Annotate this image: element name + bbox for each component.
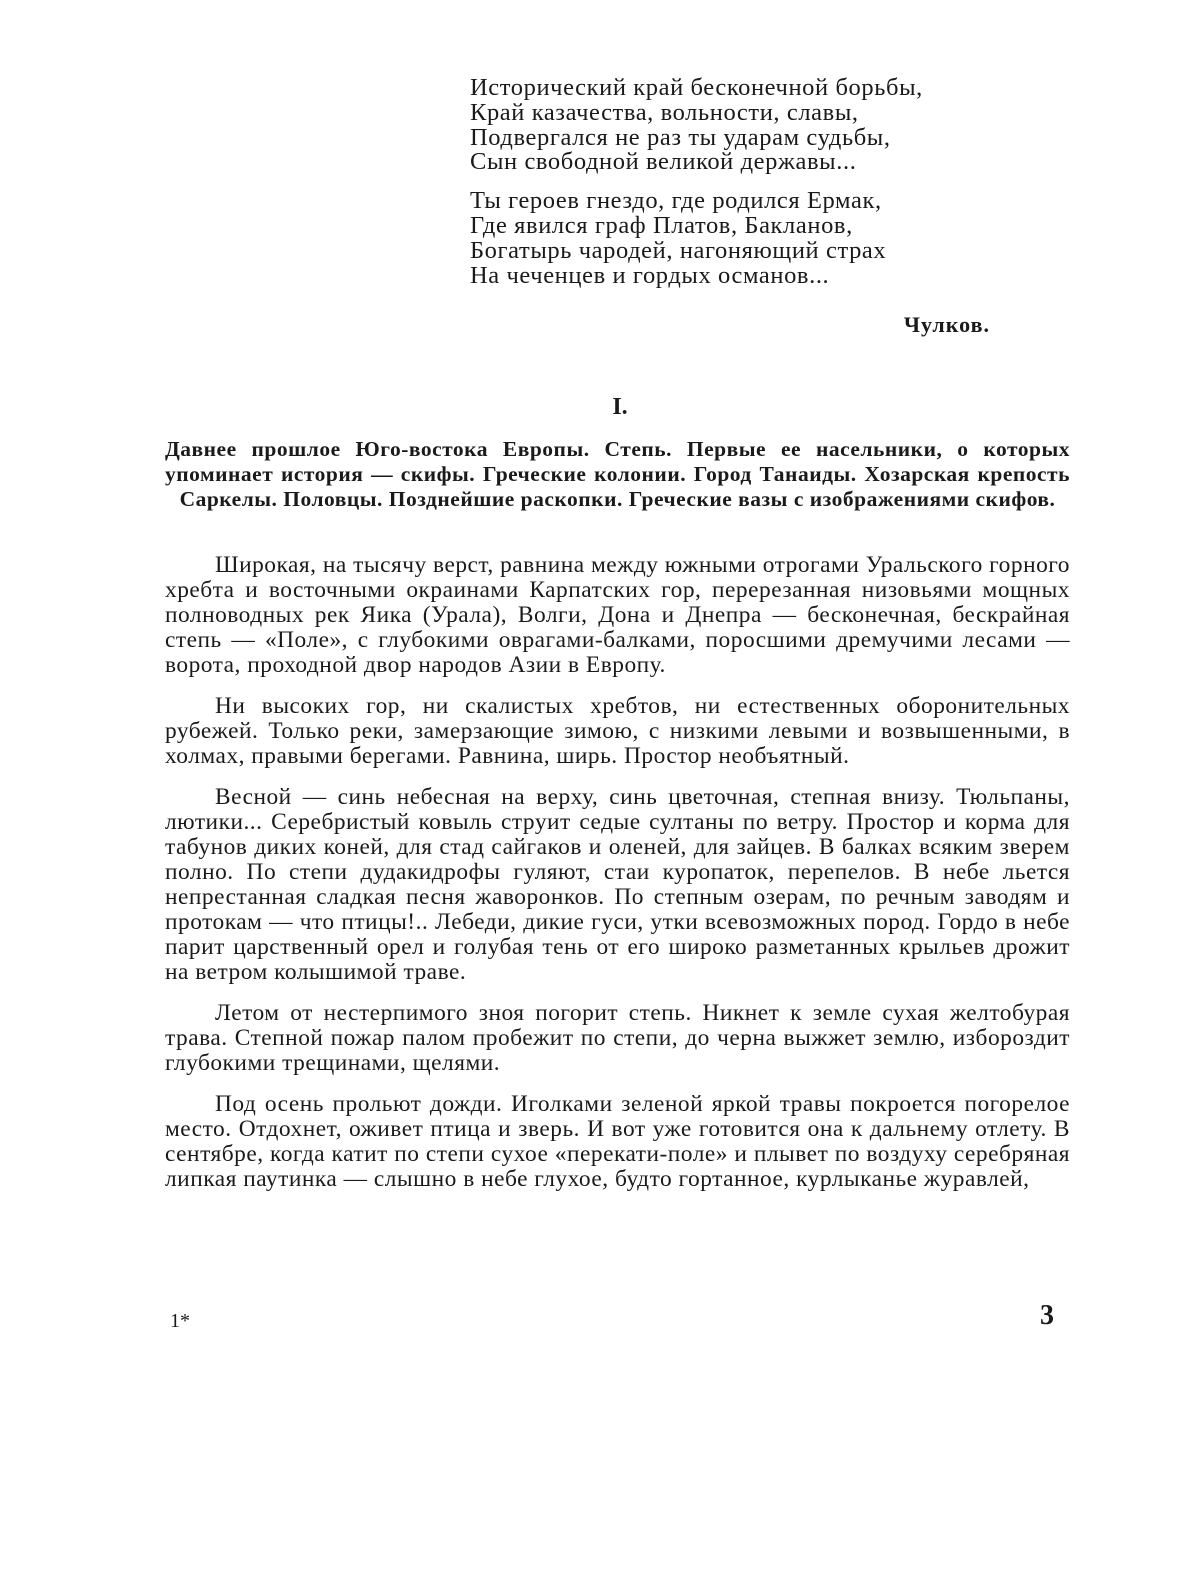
signature-mark: 1* [170,1310,190,1332]
poem-line: Богатырь чародей, нагоняющий страх [470,236,887,264]
poem-line: Край казачества, вольности, славы, [470,98,859,126]
paragraph: Весной — синь небесная на верху, синь цветочная, степная внизу. Тюльпаны, лютики... Серебристый ковыль струит седые султаны по ветру. Простор и корма для табунов диких коней, для стад сайгаков и оленей, для зайцев. В балках всяким зверем полно. По степи дудакидрофы гуляют, стаи куропаток, перепелов. В небе льется непрестанная сладкая песня жаворонков. По степным озерам, по речным заводям и протокам — что птицы!.. Лебеди, дикие гуси, утки всевозможных пород. Гордо в небе парит царственный орел и голубая тень от его широко разметанных крыльев дрожит на ветром колышимой траве. [165,784,1070,985]
poem-stanza [470,189,1010,288]
chapter-summary: Давнее прошлое Юго-востока Европы. Степь. Первые ее насельники, о которых упоминает история — скифы. Греческие колонии. Город Танаиды. Хозарская крепость Саркелы. Половцы. Позднейшие раскопки. Греческие вазы с изображениями скифов. [165,437,1070,511]
body-text [165,553,1070,1208]
poem-line: Где явился граф Платов, Бакланов, [470,211,853,239]
poem-line: Сын свободной великой державы... [470,148,857,176]
poem-line: На чеченцев и гордых османов... [470,261,830,289]
poem-author: Чулков. [903,312,990,337]
chapter-number: I. [612,394,628,420]
paragraph: Летом от нестерпимого зноя погорит степь. Никнет к земле сухая желтобурая трава. Степной пожар палом пробежит по степи, до черна выжжет землю, изборoздит глубокими трещинами, щелями. [165,1000,1070,1076]
poem-line: Исторический край бесконечной борьбы, [470,74,923,101]
poem-line: Подвергался не раз ты ударам судьбы, [470,123,891,151]
paragraph: Под осень прольют дожди. Иголками зеленой яркой травы покроется погорелое место. Отдохнет, оживет птица и зверь. И вот уже готовится она к дальнему отлету. В сентябре, когда катит по степи сухое «перекати-поле» и плывет по воздуху серебряная липкая паутинка — слышно в небе глухое, будто гортанное, курлыканье журавлей, [165,1091,1070,1192]
page-number: 3 [1040,1300,1054,1331]
paragraph: Ни высоких гор, ни скалистых хребтов, ни естественных оборонительных рубежей. Только реки, замерзающие зимою, с низкими левыми и возвышенными, в холмах, правыми берегами. Равнина, ширь. Простор необъятный. [165,693,1070,769]
poem-line: Ты героев гнездо, где родился Ермак, [470,187,882,215]
paragraph: Широкая, на тысячу верст, равнина между южными отрогами Уральского горного хребта и восточными окраинами Карпатских гор, перерезанная низовьями мощных полноводных рек Яика (Урала), Волги, Дона и Днепра — бесконечная, бескрайная степь — «Поле», с глубокими оврагами-балками, поросшими дремучими лесами — ворота, проходной двор народов Азии в Европу. [165,552,1070,678]
poem-stanza [470,76,1010,175]
epigraph-poem [470,76,1010,302]
